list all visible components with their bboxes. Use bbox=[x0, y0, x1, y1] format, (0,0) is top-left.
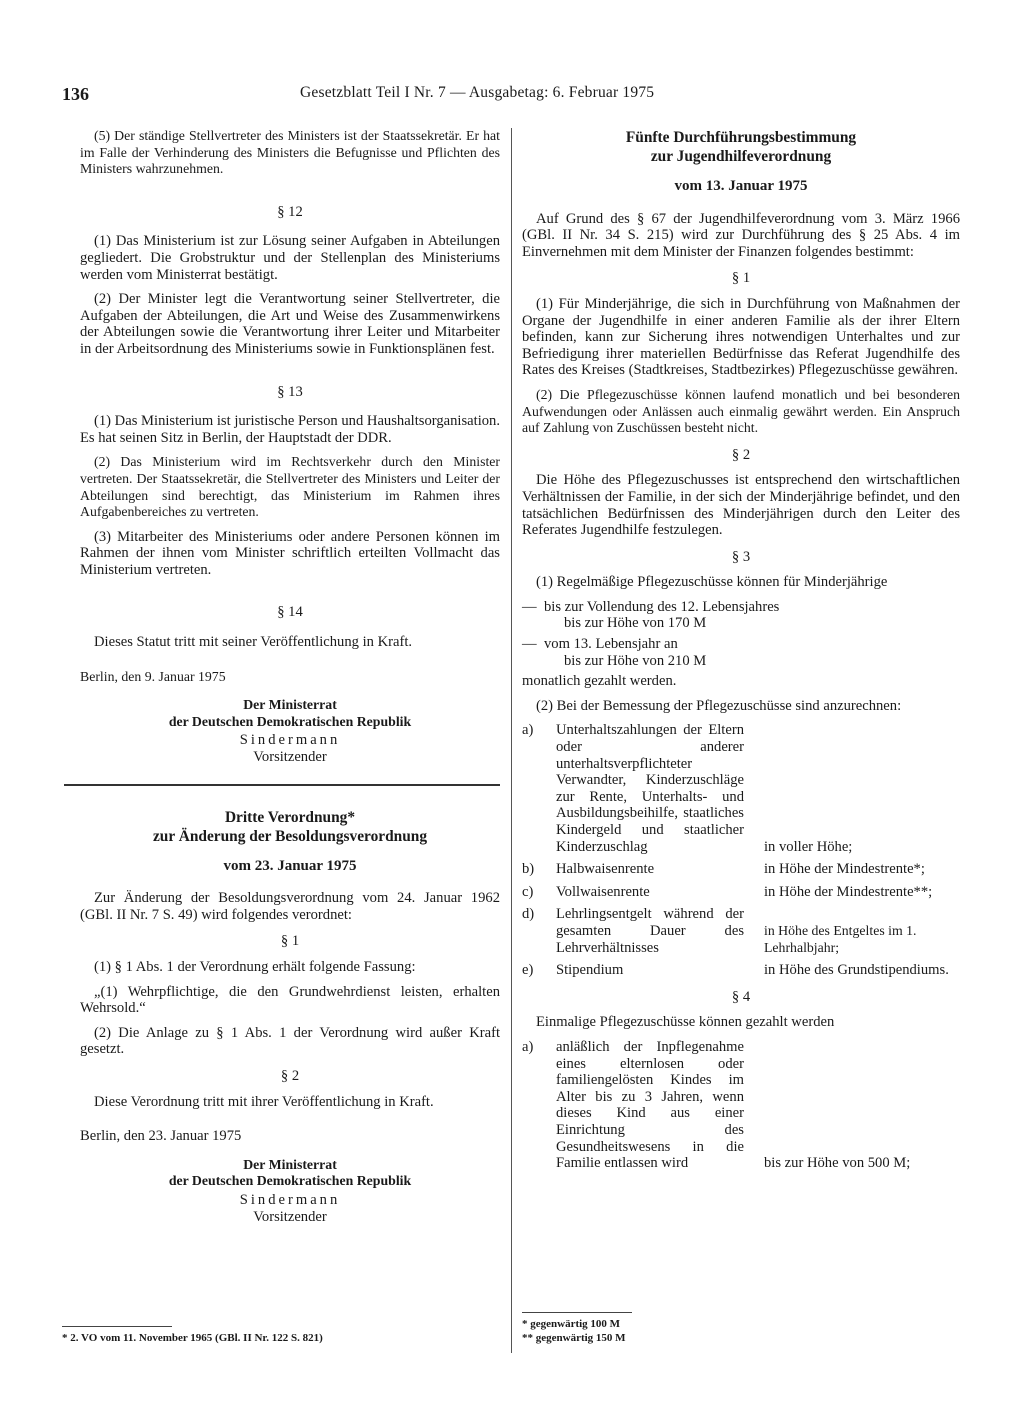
list-item bbox=[522, 906, 960, 956]
item-amount: in Höhe der Mindestrente*; bbox=[764, 861, 925, 878]
paragraph: monatlich gezahlt werden. bbox=[522, 673, 677, 690]
paragraph: Diese Verordnung tritt mit ihrer Veröffentlichung in Kraft. bbox=[94, 1093, 434, 1110]
signatory-body: Der Ministerrat bbox=[243, 1156, 337, 1172]
item-label: e) bbox=[522, 962, 534, 979]
item-text: anläßlich der Inpflegenahme eines elternlosen oder familiengelösten Kindes im Alter bis zu 3 Jahren, wenn dieses Kind aus einer Einrichtung des Gesundheitswesens in die Familie entlassen wird bbox=[556, 1038, 744, 1172]
section-heading: § 14 bbox=[277, 604, 303, 621]
paragraph: (5) Der ständige Stellvertreter des Ministers ist der Staatssekretär. Er hat im Falle der Verhinderung des Ministers die Befugnisse und Pflichten des Ministers wahrzunehmen. bbox=[80, 128, 500, 177]
item-label: a) bbox=[522, 1038, 534, 1055]
footnotes-left bbox=[62, 1326, 502, 1345]
list-item bbox=[522, 884, 960, 901]
paragraph: (1) § 1 Abs. 1 der Verordnung erhält folgende Fassung: bbox=[94, 959, 416, 975]
item-label: c) bbox=[522, 883, 534, 900]
paragraph: (2) Das Ministerium wird im Rechtsverkehr durch den Minister vertreten. Der Staatssekretär, die Stellvertreter des Ministers und Leiter der Abteilungen sind berechtigt, das Ministerium im Rahmen ihres Aufgabenbereiches zu vertreten. bbox=[80, 454, 500, 520]
signatory-body: der Deutschen Demokratischen Republik bbox=[168, 1173, 412, 1189]
section-heading: § 1 bbox=[731, 270, 751, 287]
section-heading: § 2 bbox=[731, 446, 751, 463]
title-line: Fünfte Durchführungsbestimmung bbox=[625, 129, 857, 146]
paragraph: (1) Das Ministerium ist juristische Person und Haushaltsorganisation. Es hat seinen Sitz in Berlin, der Hauptstadt der DDR. bbox=[80, 413, 500, 446]
section-heading: § 4 bbox=[731, 988, 751, 1005]
list-item bbox=[522, 722, 960, 855]
item-amount: in Höhe des Entgeltes im 1. Lehrhalbjahr; bbox=[764, 922, 917, 955]
signatory-name: Sindermann bbox=[239, 1191, 341, 1208]
section-rule bbox=[64, 784, 500, 786]
document-title bbox=[80, 808, 500, 846]
paragraph: „(1) Wehrpflichtige, die den Grundwehrdienst leisten, erhalten Wehrsold.“ bbox=[80, 983, 500, 1017]
right-column bbox=[522, 128, 960, 1178]
item-label: b) bbox=[522, 861, 535, 878]
paragraph: (1) Für Minderjährige, die sich in Durchführung von Maßnahmen der Organe der Jugendhilfe in einer anderen Familie als der ihrer Eltern befinden, kann zur Sicherung ihres notwendigen Unterhaltes und zur Befriedigung ihrer materiellen Bedürfnisse das Referat Jugendhilfe des Rates des Kreises (Stadtkreises, Stadtbezirkes) Pflegezuschüsse gewähren. bbox=[522, 295, 960, 379]
item-text: Stipendium bbox=[556, 962, 624, 979]
footnote-rule bbox=[62, 1326, 172, 1327]
item-amount: bis zur Höhe von 500 M; bbox=[764, 1155, 911, 1172]
item-amount: in Höhe des Grundstipendiums. bbox=[764, 962, 949, 979]
section-heading: § 12 bbox=[277, 203, 303, 220]
dash-text: bis zur Vollendung des 12. Lebensjahres bbox=[544, 598, 780, 615]
document-date: vom 13. Januar 1975 bbox=[674, 178, 808, 194]
list-item bbox=[522, 861, 960, 878]
title-line: Dritte Verordnung* bbox=[224, 808, 356, 826]
signatory-role: Vorsitzender bbox=[253, 749, 327, 766]
column-divider bbox=[511, 128, 512, 1353]
paragraph: Auf Grund des § 67 der Jugendhilfeverordnung vom 3. März 1966 (GBl. II Nr. 34 S. 215) wird zur Durchführung des § 25 Abs. 4 im Einvernehmen mit dem Minister der Finanzen folgendes bestimmt: bbox=[522, 210, 960, 260]
title-line: zur Jugendhilfeverordnung bbox=[650, 148, 832, 165]
section-heading: § 2 bbox=[280, 1067, 300, 1084]
document-title bbox=[522, 128, 960, 166]
signatory-name: Sindermann bbox=[239, 732, 341, 749]
item-text: Vollwaisenrente bbox=[556, 883, 650, 900]
paragraph: (2) Die Anlage zu § 1 Abs. 1 der Verordnung wird außer Kraft gesetzt. bbox=[80, 1024, 500, 1058]
dash-amount: bis zur Höhe von 170 M bbox=[564, 615, 707, 632]
dash-amount: bis zur Höhe von 210 M bbox=[564, 652, 707, 669]
paragraph: (1) Regelmäßige Pflegezuschüsse können für Minderjährige bbox=[536, 574, 888, 591]
item-text: Unterhaltszahlungen der Eltern oder anderer unterhaltsverpflichteter Verwandter, Kinderzuschläge zur Rente, Unterhalts- und Ausbildungsbeihilfe, staatliches Kindergeld und staatlicher Kinderzuschlag bbox=[556, 722, 744, 855]
paragraph: (2) Bei der Bemessung der Pflegezuschüsse sind anzurechnen: bbox=[536, 697, 902, 714]
footnote: * gegenwärtig 100 M bbox=[522, 1318, 621, 1330]
list-item bbox=[522, 1039, 960, 1172]
signatory-body: Der Ministerrat bbox=[243, 697, 337, 713]
paragraph: Einmalige Pflegezuschüsse können gezahlt werden bbox=[536, 1014, 835, 1031]
section-heading: § 13 bbox=[277, 383, 303, 400]
footnote: * 2. VO vom 11. November 1965 (GBl. II Nr. 122 S. 821) bbox=[62, 1332, 323, 1344]
item-label: a) bbox=[522, 722, 534, 739]
dash-item bbox=[522, 599, 960, 632]
running-head: Gesetzblatt Teil I Nr. 7 — Ausgabetag: 6. Februar 1975 bbox=[300, 84, 655, 101]
signatory-role: Vorsitzender bbox=[253, 1208, 327, 1225]
dash-item bbox=[522, 636, 960, 669]
document-date: vom 23. Januar 1975 bbox=[223, 857, 357, 874]
place-date: Berlin, den 9. Januar 1975 bbox=[80, 668, 226, 684]
paragraph: (2) Der Minister legt die Verantwortung seiner Stellvertreter, die Aufgaben der Abteilungen, die Art und Weise des Zusammenwirkens der Abteilungen sowie die Verantwortung ihrer Leiter und Mitarbeiter in der Arbeitsordnung des Ministeriums sowie in Funktionsplänen fest. bbox=[80, 291, 500, 357]
section-heading: § 3 bbox=[731, 548, 751, 565]
item-text: Lehrlingsentgelt während der gesamten Dauer des Lehrverhältnisses bbox=[556, 906, 744, 956]
page-number: 136 bbox=[62, 84, 89, 104]
dash-symbol: — bbox=[522, 598, 537, 615]
paragraph: (3) Mitarbeiter des Ministeriums oder andere Personen können im Rahmen der ihnen vom Minister schriftlich erteilten Vollmacht das Ministerium vertreten. bbox=[80, 528, 500, 578]
signatory-body: der Deutschen Demokratischen Republik bbox=[168, 713, 412, 729]
section-heading: § 1 bbox=[280, 933, 300, 950]
footnote-rule bbox=[522, 1312, 632, 1313]
item-amount: in voller Höhe; bbox=[764, 838, 853, 855]
item-label: d) bbox=[522, 906, 535, 923]
list-item bbox=[522, 962, 960, 979]
offset-list bbox=[522, 722, 960, 978]
page-header bbox=[62, 84, 712, 112]
item-text: Halbwaisenrente bbox=[556, 861, 655, 878]
paragraph: (2) Die Pflegezuschüsse können laufend monatlich und bei besonderen Aufwendungen oder Anlässen auch einmalig gewährt werden. Ein Anspruch auf Zahlung von Zuschüssen besteht nicht. bbox=[522, 386, 960, 436]
paragraph: Zur Änderung der Besoldungsverordnung vom 24. Januar 1962 (GBl. II Nr. 7 S. 49) wird folgendes verordnet: bbox=[80, 890, 500, 923]
left-column bbox=[80, 128, 500, 1239]
paragraph: Die Höhe des Pflegezuschusses ist entsprechend den wirtschaftlichen Verhältnissen der Familie, in der sich der Minderjährige befindet, und den tatsächlichen Bedürfnissen des Minderjährigen durch den Leiter des Referates Jugendhilfe festzulegen. bbox=[522, 472, 960, 539]
dash-text: vom 13. Lebensjahr an bbox=[544, 636, 678, 653]
paragraph: (1) Das Ministerium ist zur Lösung seiner Aufgaben in Abteilungen gegliedert. Die Grobstruktur und der Stellenplan des Ministeriums werden vom Ministerrat bestätigt. bbox=[80, 233, 500, 283]
footnote: ** gegenwärtig 150 M bbox=[522, 1332, 626, 1344]
paragraph: Dieses Statut tritt mit seiner Veröffentlichung in Kraft. bbox=[94, 634, 413, 651]
footnotes-right bbox=[522, 1312, 822, 1345]
item-amount: in Höhe der Mindestrente**; bbox=[764, 883, 933, 900]
place-date: Berlin, den 23. Januar 1975 bbox=[80, 1128, 242, 1145]
dash-symbol: — bbox=[522, 636, 537, 653]
title-line: zur Änderung der Besoldungsverordnung bbox=[152, 827, 428, 845]
